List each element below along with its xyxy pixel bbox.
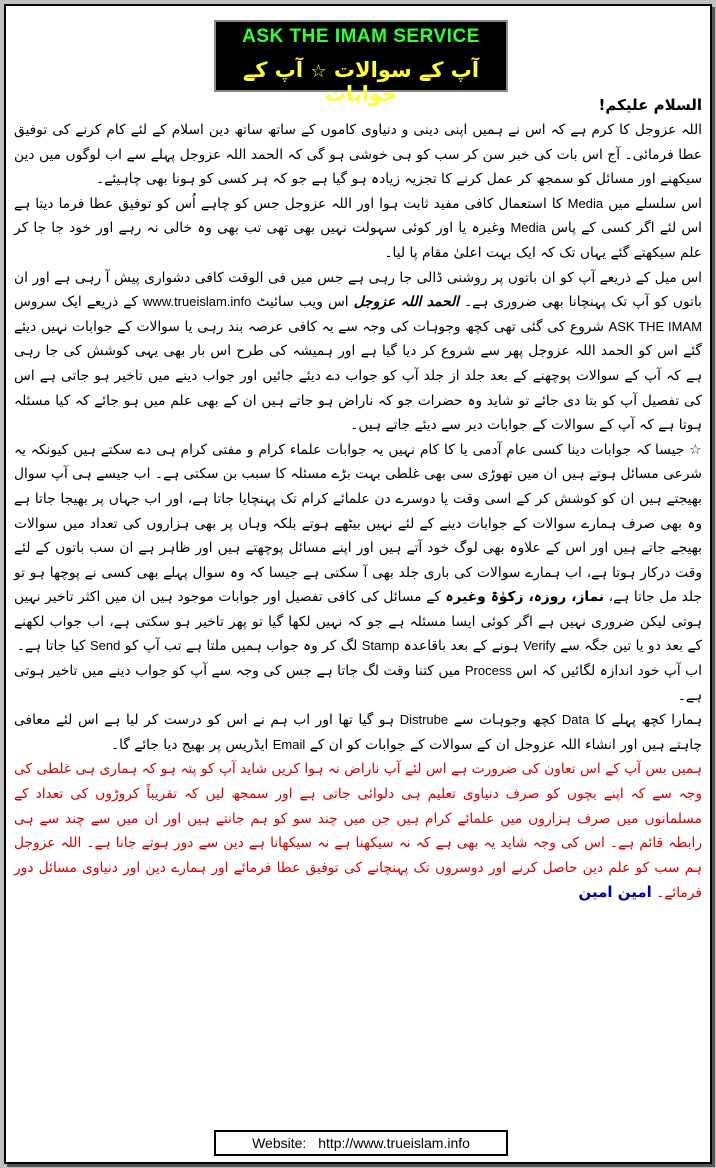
- topics-list: نماز، روزہ، زکوٰۃ وغیرہ: [445, 589, 605, 606]
- p2-text-c: وغیرہ یا اور کوئی سہولت نہیں بھی تھی تب بھی وہ خالی نہ رہے اور خود جا جا کر علم سیکھتے گئے یہاں تک کہ ایک بہت اعلیٰ مقام پا لیا۔: [14, 220, 702, 261]
- distrube-term: Distrube: [399, 712, 449, 728]
- website-footer: [214, 1130, 508, 1156]
- header-subtitle-answers: آپ کے جوابات: [242, 58, 398, 106]
- footer-url-link[interactable]: http://www.trueislam.info: [318, 1135, 470, 1151]
- p6-text-c: ہو گیا تھا اور اب ہم نے اس کو درست کر لیا ہے اس لئے معافی چاہتے ہیں اور انشاء اللہ عزوجل ان کے سوالات کے جوابات کو ان کے: [14, 712, 702, 753]
- p3-text-d: شروع کی گئی تھی کچھ وجوہات کی وجہ سے یہ کافی عرصہ بند رہی یا سوالات کے جوابات نہیں دیئے گئے اس کو الحمد اللہ عزوجل پھر سے شروع کر دیا گیا ہے اور ہمیشہ کی طرح اس بار بھی یہی کوشش کی جا رہی ہے کہ آپ کے سوالات پوچھنے کے بعد جلد از جلد آپ کو جواب دے دیئے جائیں اور جواب دینے میں تاخیر ہو جاتی ہے اس کی تفصیل آپ کو بتا دی جائے تو شاید وہ حضرات جو کہ ناراض ہو جاتے ہیں ان کے بھی علم میں ہو جائے کہ کیا مسئلہ ہوتا ہے کہ آپ کے سوالات کے جوابات دیر سے دیئے جاتے ہیں۔: [14, 318, 702, 434]
- media-term-1: Media: [567, 195, 604, 211]
- stamp-term: Stamp: [361, 638, 400, 654]
- p4-text-d: لگ کر وہ جواب ہمیں ملتا ہے تب آپ کو: [124, 638, 358, 655]
- p4-text-b: کے مسائل کی کافی تفصیل اور جوابات موجود ہیں ان میں اکثر تاخیر نہیں ہوتی لیکن ضروری نہیں ہے اگر کوئی ایسا مسئلہ ہے جو کہ نہیں لکھا گیا تو پھر تاخیر ہو سکتی ہے، اب جواب لکھنے کے بعد دو یا تین جگہ سے: [14, 589, 702, 655]
- p2-text-b: کا استعمال کافی مفید ثابت ہوا اور اللہ عزوجل جس کو چاہے اُس کو توفیق عطا فرما دیتا ہے اس لئے اگر کسی کے پاس: [14, 195, 703, 237]
- closing-ameen: امین امین: [578, 883, 652, 902]
- p3-text-b: اس ویب سائیٹ: [256, 294, 349, 311]
- p3-text-a: اس میل کے ذریعے آپ کو ان باتوں پر روشنی ڈالی جا رہی ہے جس میں فی الوقت کافی دشواری پیش آ رہی ہے اور ان باتوں کو آپ تک پہنچانا بھی ضروری ہے۔: [14, 269, 703, 311]
- paragraph-4: [14, 438, 702, 659]
- process-term: Process: [464, 663, 512, 679]
- header-subtitle-questions: آپ کے سوالات: [333, 58, 480, 82]
- p4-text-e: کیا جاتا ہے۔: [16, 638, 86, 655]
- paragraph-2: [14, 192, 702, 266]
- p5-text-b: میں کتنا وقت لگ جاتا ہے جس کی وجہ سے آپ کو جواب دینے میں تاخیر ہوتی ہے۔: [14, 663, 702, 704]
- verify-term: Verify: [523, 638, 556, 654]
- praise-phrase: الحمد اللہ عزوجل: [353, 294, 460, 311]
- p3-text-c: کے ذریعے ایک سروس: [14, 294, 138, 311]
- p4-text-a: جیسا کہ جوابات دینا کسی عام آدمی یا کا کام نہیں یہ جوابات علماء کرام و مفتی کرام ہی دے سکتے ہیں کیونکہ یہ شرعی مسائل ہوتے ہیں ان میں تھوڑی سی بھی غلطی بہت بڑے مسئلہ کا سبب بن سکتی ہے۔ اب جیسے ہی آپ سوال بھیجتے ہیں ان کو کوشش کر کے اسی وقت یا دوسرے دن علمائے کرام تک پہنچایا جاتا ہے، اور اب جہاں پر بھیجا جاتا ہے وہ بھی صرف ہمارے سوالات کے جوابات دینے کے لئے نہیں بیٹھے ہوتے بلکہ وہاں پر بھی ہزاروں کی تعداد میں سوالات بھیجے جاتے ہیں اور اس کے علاوہ بھی لوگ خود آتے ہیں اور اپنے مسائل پوچھتے ہیں اور ظاہر ہے ان سب باتوں کے لئے وقت درکار ہوتا ہے، اب ہمارے سوالات کی باری جلد بھی آ سکتی ہے جیسا کہ وہ سوال پہلے بھی کسی نے پوچھا ہو تو جلد مل جاتا ہے،: [14, 441, 703, 606]
- send-term: Send: [89, 638, 121, 654]
- header-title: ASK THE IMAM SERVICE: [242, 26, 480, 47]
- greeting: السلام علیکم!: [598, 96, 702, 114]
- p2-text-a: اس سلسلے میں: [608, 195, 703, 212]
- footer-label: Website:: [252, 1135, 307, 1151]
- paragraph-3: [14, 266, 702, 438]
- service-name: ASK THE IMAM: [608, 318, 702, 334]
- media-term-2: Media: [510, 220, 546, 236]
- paragraph-6: [14, 708, 702, 757]
- p4-text-c: ہونے کے بعد باقاعدہ: [403, 638, 519, 655]
- p6-text-b: کچھ وجوہات سے: [453, 712, 557, 729]
- paragraph-7-appeal: [14, 757, 702, 906]
- email-term: Email: [272, 736, 306, 752]
- p6-text-d: ایڈریس پر بھیج دیا جائے گا۔: [111, 736, 269, 753]
- header-banner: [214, 20, 508, 106]
- p7-text: ہمیں بس آپ کے اس تعاون کی ضرورت ہے اس لئے آپ ناراض نہ ہوا کریں شاید آپ کو پتہ ہو کہ ہماری ہی غلطی کی وجہ سے کہ اپنے بچوں کو صرف دنیاوی تعلیم ہی دلوائی جاتی ہے اور سمجھ لیں کہ تقریباً کروڑوں کی تعداد کے مسلمانوں میں صرف ہزاروں میں علمائے کرام ہیں جن میں چند سو کو ہم جانتے ہیں اور ان میں سے چند سے ہی رابطہ قائم ہے۔ اس کی وجہ شاید یہ بھی ہے کہ نہ سیکھنا ہے نہ سیکھانا ہے دین سے دور ہوتے جانا ہے۔ اللہ عزوجل ہم سب کو علم دین حاصل کرنے اور دوسروں تک پہنچانے کی توفیق عطا فرمائے اور ہمارے دین اور دنیاوی مسائل دور فرمائے۔: [14, 761, 702, 902]
- star-bullet-icon: ☆: [689, 441, 702, 458]
- p5-text-a: اب آپ خود اندازہ لگائیں کہ اس: [516, 663, 702, 680]
- p6-text-a: ہمارا کچھ پہلے کا: [594, 712, 703, 729]
- page-frame: [4, 4, 712, 1164]
- data-term: Data: [561, 712, 590, 728]
- website-mention: www.trueislam.info: [143, 294, 252, 310]
- paragraph-5: [14, 659, 702, 708]
- paragraph-1: اللہ عزوجل کا کرم ہے کہ اس نے ہمیں اپنی دینی و دنیاوی کاموں کے ساتھ ساتھ دین اسلام کے لئے کام کرنے کی توفیق عطا فرمائی۔ آج اس بات کی خبر سن کر سب کو ہی خوشی ہو گی کہ الحمد اللہ عزوجل پہلے سے اب لوگوں میں دین سیکھنے اور مسائل کو سمجھ کر عمل کرنے کا تجزیہ زیادہ ہو گیا ہے جو کہ ہر کسی کو ہونا بھی چاہیئے۔: [14, 122, 702, 188]
- star-icon: ☆: [310, 61, 327, 82]
- article-body: [14, 92, 702, 906]
